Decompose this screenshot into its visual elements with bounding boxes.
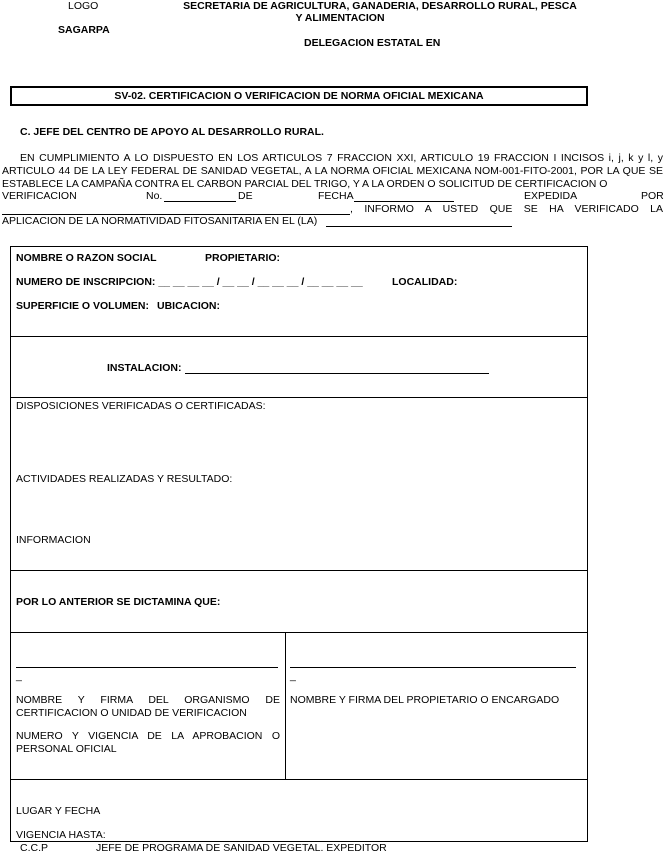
lugar-blank[interactable] (326, 226, 512, 227)
organismo-dash: _ (16, 670, 22, 682)
body-text: EN CUMPLIMIENTO A LO DISPUESTO EN LOS ARTICULOS 7 FRACCION XXI, ARTICULO 19 FRACCION I INCISOS i, j, k y l, y ARTICULO 44 DE LA LEY FEDERAL DE SANIDAD VEGETAL, A LA NORMA OFICIAL MEXICANA NOM-001-FITO-2001, POR LA QUE SE ESTABLECE LA CAMPAÑA CONTRA EL CARBON PARCIAL DEL TRIGO, Y A LA ORDEN O SOLICITUD DE CERTIFICACION O (2, 152, 663, 190)
organismo-signature-line[interactable] (16, 667, 278, 668)
vigencia-hasta-label: VIGENCIA HASTA: (16, 829, 106, 841)
numero-inscripcion-label: NUMERO DE INSCRIPCION: __ __ __ __ / __ __ / __ __ __ / __ __ __ __ (16, 276, 363, 288)
instalacion-label: INSTALACION: (107, 362, 182, 374)
lugar-fecha-label: LUGAR Y FECHA (16, 805, 101, 817)
localidad-label: LOCALIDAD: (392, 276, 458, 288)
firma-organismo-label: NOMBRE Y FIRMA DEL ORGANISMO DE CERTIFICACION O UNIDAD DE VERIFICACION (16, 694, 280, 719)
superficie-label: SUPERFICIE O VOLUMEN: (16, 300, 150, 312)
ministry-line-2: Y ALIMENTACION (295, 12, 385, 24)
numero-vigencia-label: NUMERO Y VIGENCIA DE LA APROBACION O PERSONAL OFICIAL (16, 730, 280, 755)
ubicacion-label: UBICACION: (157, 300, 220, 312)
agency-name: SAGARPA (58, 24, 110, 36)
ccp-label: C.C.P (20, 842, 49, 854)
verificacion-label: VERIFICACION (2, 190, 77, 202)
instalacion-blank[interactable] (185, 373, 489, 374)
aplicacion-text: APLICACION DE LA NORMATIVIDAD FITOSANITARIA EN EL (LA) (2, 215, 318, 227)
delegation-label: DELEGACION ESTATAL EN (304, 37, 441, 49)
disposiciones-label: DISPOSICIONES VERIFICADAS O CERTIFICADAS: (16, 400, 266, 412)
divider-5 (11, 779, 587, 780)
divider-4 (11, 632, 587, 633)
fecha-blank[interactable] (354, 201, 454, 202)
informacion-label: INFORMACION (16, 534, 91, 546)
informo-text: , INFORMO A USTED QUE SE HA VERIFICADO LA (350, 203, 663, 215)
number-blank[interactable] (164, 201, 236, 202)
document-title: SV-02. CERTIFICACION O VERIFICACION DE NORMA OFICIAL MEXICANA (10, 86, 588, 106)
expedida-label: EXPEDIDA (524, 190, 578, 202)
logo-placeholder: LOGO (68, 0, 99, 12)
propietario-signature-line[interactable] (290, 667, 576, 668)
propietario-label: PROPIETARIO: (205, 252, 281, 264)
divider-2 (11, 397, 587, 398)
no-label: No. (146, 190, 163, 202)
addressee: C. JEFE DEL CENTRO DE APOYO AL DESARROLLO RURAL. (20, 126, 324, 138)
divider-1 (11, 336, 587, 337)
firma-propietario-label: NOMBRE Y FIRMA DEL PROPIETARIO O ENCARGADO (290, 694, 560, 706)
propietario-dash: _ (290, 670, 296, 682)
ccp-recipient: JEFE DE PROGRAMA DE SANIDAD VEGETAL. EXPEDITOR (96, 842, 387, 854)
dictamina-label: POR LO ANTERIOR SE DICTAMINA QUE: (16, 596, 221, 608)
actividades-label: ACTIVIDADES REALIZADAS Y RESULTADO: (16, 473, 233, 485)
por-label: POR (641, 190, 664, 202)
fecha-label: FECHA (318, 190, 354, 202)
ministry-line-1: SECRETARIA DE AGRICULTURA, GANADERIA, DESARROLLO RURAL, PESCA (183, 0, 577, 12)
divider-3 (11, 570, 587, 571)
body-paragraph (2, 152, 663, 191)
signature-column-divider (285, 632, 286, 779)
de-label: DE (238, 190, 253, 202)
nombre-razon-label: NOMBRE O RAZON SOCIAL (16, 252, 157, 264)
